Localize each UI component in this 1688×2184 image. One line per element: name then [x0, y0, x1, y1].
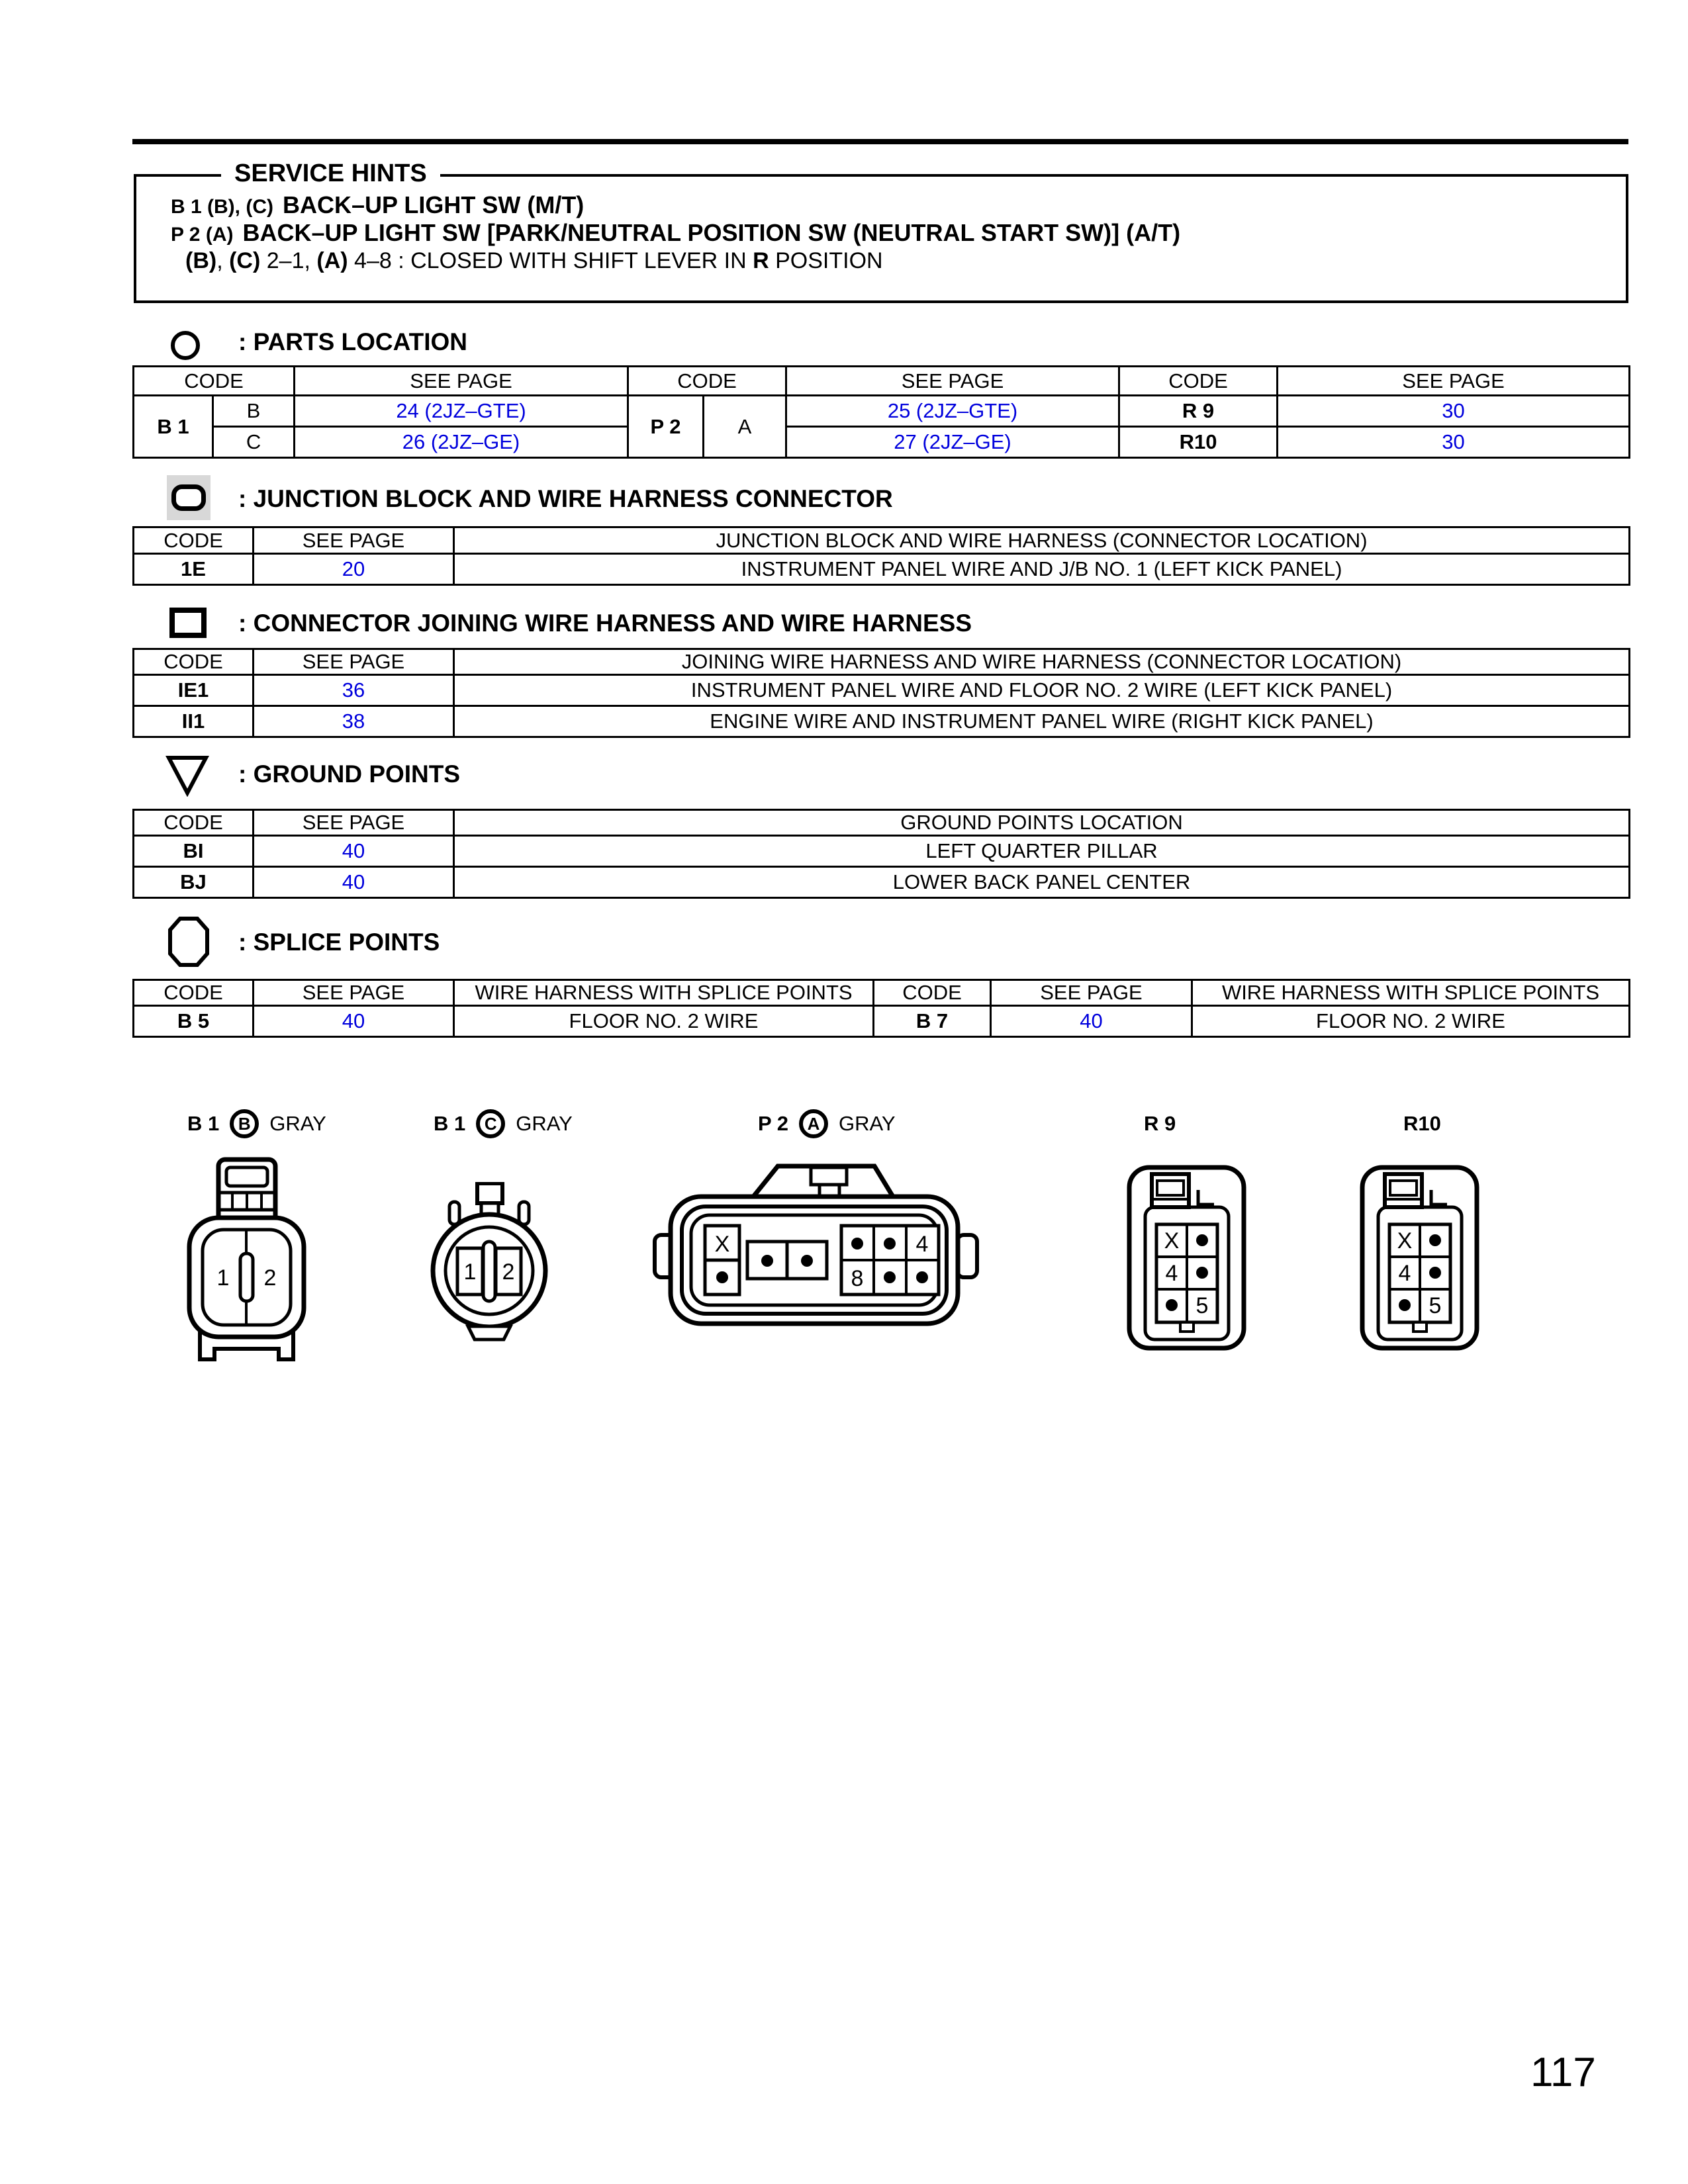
col-header-code: CODE	[874, 980, 991, 1006]
connector-color-label: GRAY	[838, 1112, 896, 1135]
service-hints-title: SERVICE HINTS	[221, 159, 440, 188]
junction-block-heading: : JUNCTION BLOCK AND WIRE HARNESS CONNECTOR	[238, 485, 893, 512]
splice-point-icon	[167, 916, 210, 968]
part-code: B 1	[134, 396, 213, 458]
ground-table	[132, 809, 1630, 899]
see-page-cell	[786, 427, 1119, 458]
parts-location-table	[132, 365, 1630, 459]
pin-label: 1	[463, 1259, 477, 1285]
see-page-link[interactable]: 24 (2JZ–GTE)	[396, 399, 526, 422]
col-header-code: CODE	[134, 367, 295, 396]
splice-heading: : SPLICE POINTS	[238, 929, 440, 956]
connector-color-label: GRAY	[516, 1112, 573, 1135]
table-header-row	[134, 367, 1630, 396]
part-code: R 9	[1119, 396, 1278, 427]
pin-label: 4	[1165, 1261, 1178, 1286]
joining-heading: : CONNECTOR JOINING WIRE HARNESS AND WIRE HARNESS	[238, 610, 972, 637]
connector-drawing-r10	[1358, 1163, 1481, 1352]
col-header-code: CODE	[628, 367, 786, 396]
pin-label: X	[1397, 1228, 1413, 1253]
hint-seg: R	[753, 248, 769, 273]
connector-code-label: B 1	[187, 1112, 220, 1135]
service-hint-line-2	[171, 219, 1180, 247]
service-hint-line-1	[171, 191, 1180, 219]
table-row	[134, 706, 1630, 737]
connector-label-b1b	[187, 1109, 326, 1138]
connector-code: 1E	[134, 554, 254, 585]
splice-code: B 7	[874, 1006, 991, 1037]
junction-block-table	[132, 526, 1630, 586]
service-hint-line-3	[171, 247, 1180, 275]
col-header-code: CODE	[134, 810, 254, 836]
col-header-location: JUNCTION BLOCK AND WIRE HARNESS (CONNECTOR LOCATION)	[454, 527, 1630, 554]
pin-label: 5	[1196, 1293, 1209, 1318]
pin-label: X	[714, 1232, 730, 1257]
see-page-link[interactable]: 25 (2JZ–GTE)	[887, 399, 1018, 422]
see-page-link[interactable]: 38	[342, 709, 365, 733]
see-page-link[interactable]: 26 (2JZ–GE)	[402, 430, 520, 453]
latch	[477, 1183, 502, 1203]
connector-drawing-b1c	[427, 1182, 551, 1342]
table-row	[134, 836, 1630, 867]
parts-location-heading: : PARTS LOCATION	[238, 328, 467, 355]
pin-label: X	[1164, 1228, 1180, 1253]
col-header-see-page: SEE PAGE	[254, 980, 454, 1006]
see-page-link[interactable]: 30	[1442, 399, 1465, 422]
see-page-link[interactable]: 40	[1080, 1009, 1103, 1032]
table-row	[134, 396, 1630, 427]
hint-seg: 2–1,	[260, 248, 317, 273]
hint-code-ref: B 1 (B), (C)	[171, 196, 273, 218]
table-row	[134, 554, 1630, 585]
see-page-cell	[254, 706, 454, 737]
connector-code: IE1	[134, 675, 254, 706]
location-desc: LEFT QUARTER PILLAR	[454, 836, 1630, 867]
hint-seg: ,	[216, 248, 230, 273]
table-header-row	[134, 649, 1630, 675]
page-number: 117	[1530, 2050, 1596, 2095]
pin-label: 4	[915, 1232, 929, 1257]
table-row	[134, 1006, 1630, 1037]
part-code: P 2	[628, 396, 704, 458]
see-page-link[interactable]: 40	[342, 839, 365, 862]
service-hints-box	[134, 159, 1628, 303]
circled-letter-icon: A	[799, 1109, 828, 1138]
splice-code: B 5	[134, 1006, 254, 1037]
connector-label-p2a	[758, 1109, 896, 1138]
ground-point-icon	[165, 754, 209, 797]
pin-label: 2	[502, 1259, 515, 1285]
junction-block-icon-shape	[171, 484, 206, 511]
see-page-cell	[1278, 396, 1630, 427]
part-subcode: A	[704, 396, 786, 458]
table-header-row	[134, 527, 1630, 554]
pin-label: 8	[851, 1266, 864, 1291]
hint-seg: (C)	[229, 248, 261, 273]
col-header-see-page: SEE PAGE	[254, 527, 454, 554]
splice-table	[132, 979, 1630, 1038]
see-page-cell	[254, 867, 454, 898]
table-row	[134, 867, 1630, 898]
col-header-see-page: SEE PAGE	[254, 649, 454, 675]
col-header-code: CODE	[1119, 367, 1278, 396]
connector-drawing-b1b	[185, 1154, 308, 1373]
ground-code: BI	[134, 836, 254, 867]
col-header-code: CODE	[134, 649, 254, 675]
connector-code-label: P 2	[758, 1112, 788, 1135]
circled-letter-icon: C	[476, 1109, 505, 1138]
connector-code-label: R 9	[1144, 1112, 1176, 1135]
joining-table	[132, 648, 1630, 738]
wire-desc: FLOOR NO. 2 WIRE	[454, 1006, 874, 1037]
part-code: R10	[1119, 427, 1278, 458]
see-page-cell	[786, 396, 1119, 427]
see-page-cell	[254, 1006, 454, 1037]
location-desc: ENGINE WIRE AND INSTRUMENT PANEL WIRE (RIGHT KICK PANEL)	[454, 706, 1630, 737]
col-header-see-page: SEE PAGE	[786, 367, 1119, 396]
see-page-cell	[254, 675, 454, 706]
circled-letter-icon: B	[230, 1109, 259, 1138]
top-rule	[132, 139, 1628, 144]
col-header-see-page: SEE PAGE	[295, 367, 628, 396]
col-header-location: GROUND POINTS LOCATION	[454, 810, 1630, 836]
pin-label: 5	[1429, 1293, 1442, 1318]
ground-heading: : GROUND POINTS	[238, 760, 461, 788]
wire-desc: FLOOR NO. 2 WIRE	[1192, 1006, 1630, 1037]
hint-text: BACK–UP LIGHT SW (M/T)	[282, 191, 585, 218]
junction-block-icon	[167, 475, 211, 520]
connector-drawing-p2a	[652, 1157, 980, 1330]
col-header-see-page: SEE PAGE	[254, 810, 454, 836]
joining-connector-icon	[169, 608, 207, 638]
see-page-cell	[295, 427, 628, 458]
see-page-cell	[254, 554, 454, 585]
part-subcode: B	[213, 396, 295, 427]
connector-label-r9	[1144, 1112, 1176, 1136]
location-desc: INSTRUMENT PANEL WIRE AND FLOOR NO. 2 WIRE (LEFT KICK PANEL)	[454, 675, 1630, 706]
see-page-cell	[254, 836, 454, 867]
part-subcode: C	[213, 427, 295, 458]
see-page-link[interactable]: 20	[342, 557, 365, 580]
location-desc: LOWER BACK PANEL CENTER	[454, 867, 1630, 898]
connector-code-label: R10	[1403, 1112, 1441, 1135]
table-header-row	[134, 810, 1630, 836]
connector-label-b1c	[434, 1109, 573, 1138]
connector-code: II1	[134, 706, 254, 737]
see-page-link[interactable]: 36	[342, 678, 365, 702]
connector-code-label: B 1	[434, 1112, 466, 1135]
connector-color-label: GRAY	[269, 1112, 326, 1135]
hint-text: BACK–UP LIGHT SW [PARK/NEUTRAL POSITION SW (NEUTRAL START SW)] (A/T)	[242, 219, 1181, 246]
hint-seg: 4–8 : CLOSED WITH SHIFT LEVER IN	[348, 248, 753, 273]
hint-code-ref: P 2 (A)	[171, 224, 234, 246]
see-page-cell	[1278, 427, 1630, 458]
col-header-code: CODE	[134, 980, 254, 1006]
pin-label: 2	[263, 1265, 277, 1291]
hint-seg: (B)	[185, 248, 217, 273]
see-page-link[interactable]: 40	[342, 870, 365, 893]
see-page-link[interactable]: 30	[1442, 430, 1465, 453]
see-page-cell	[991, 1006, 1192, 1037]
ground-code: BJ	[134, 867, 254, 898]
pin-label: 1	[216, 1265, 230, 1291]
hint-seg: POSITION	[769, 248, 883, 273]
col-header-location: JOINING WIRE HARNESS AND WIRE HARNESS (CONNECTOR LOCATION)	[454, 649, 1630, 675]
see-page-cell	[295, 396, 628, 427]
see-page-link[interactable]: 27 (2JZ–GE)	[894, 430, 1011, 453]
connector-drawing-r9	[1125, 1163, 1248, 1352]
location-desc: INSTRUMENT PANEL WIRE AND J/B NO. 1 (LEFT KICK PANEL)	[454, 554, 1630, 585]
pin-label: 4	[1398, 1261, 1411, 1286]
table-header-row	[134, 980, 1630, 1006]
hint-seg: (A)	[316, 248, 348, 273]
col-header-wire: WIRE HARNESS WITH SPLICE POINTS	[1192, 980, 1630, 1006]
parts-location-icon	[171, 331, 200, 360]
table-row	[134, 427, 1630, 458]
see-page-link[interactable]: 40	[342, 1009, 365, 1032]
connector-label-r10	[1403, 1112, 1441, 1136]
col-header-wire: WIRE HARNESS WITH SPLICE POINTS	[454, 980, 874, 1006]
service-hints-lines	[171, 191, 1180, 275]
col-header-see-page: SEE PAGE	[991, 980, 1192, 1006]
col-header-see-page: SEE PAGE	[1278, 367, 1630, 396]
col-header-code: CODE	[134, 527, 254, 554]
table-row	[134, 675, 1630, 706]
